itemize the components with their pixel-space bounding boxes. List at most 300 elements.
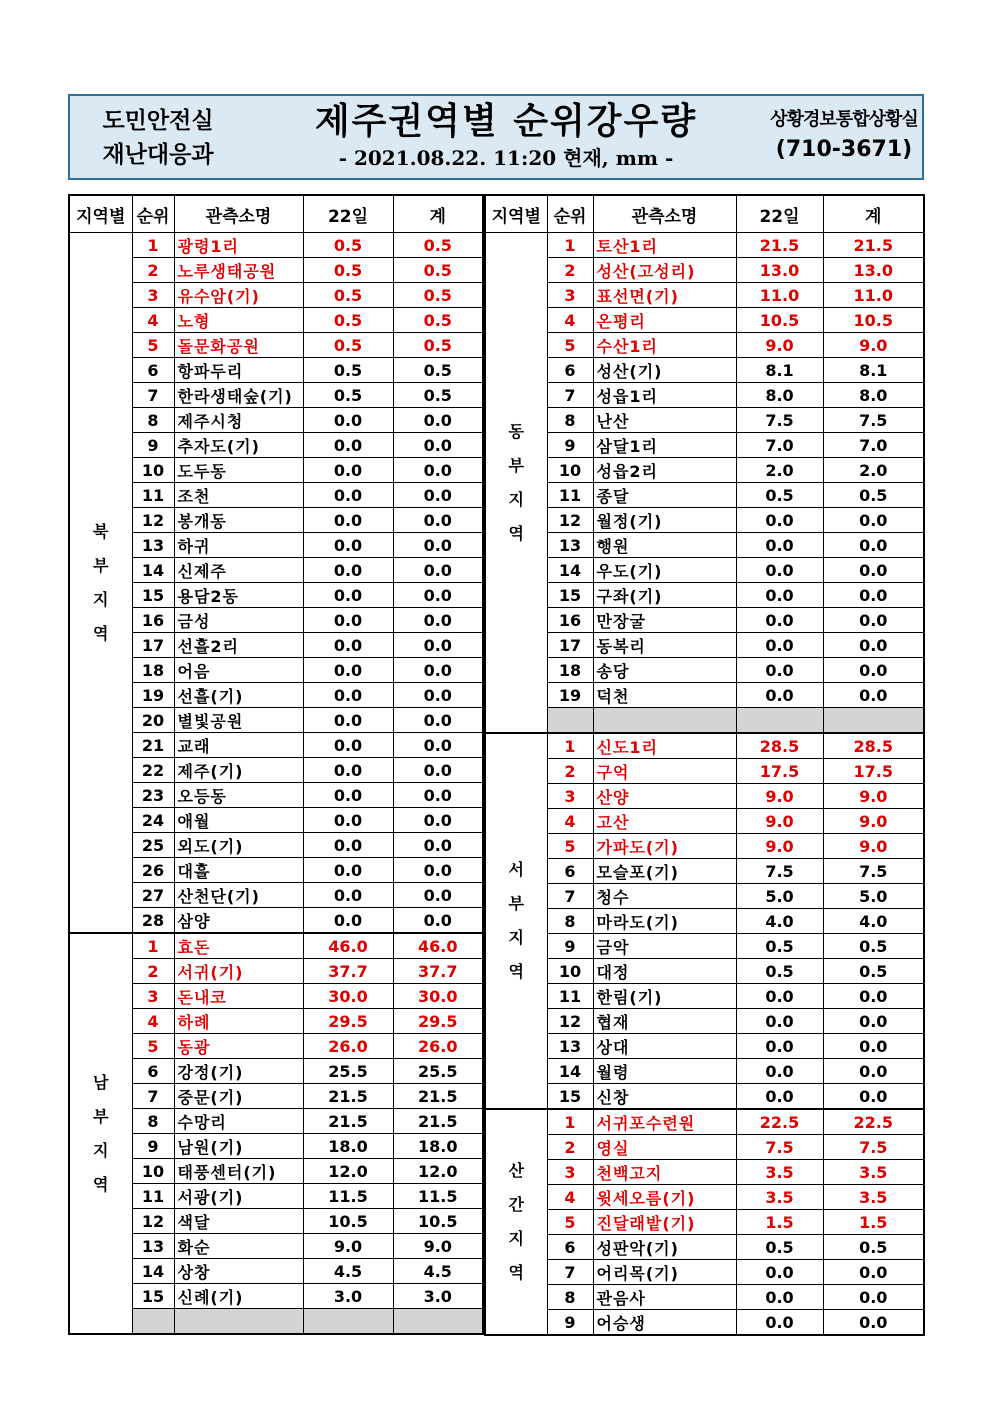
total-rain-cell: 0.0 <box>823 683 924 708</box>
total-rain-cell: 17.5 <box>823 759 924 784</box>
rank-cell: 12 <box>132 508 174 533</box>
total-rain-cell: 0.0 <box>823 1260 924 1285</box>
table-row <box>69 583 483 608</box>
day-rain-cell: 0.0 <box>303 433 393 458</box>
filler-cell <box>736 708 823 734</box>
rank-cell: 6 <box>547 358 593 383</box>
rank-cell: 4 <box>132 1009 174 1034</box>
station-cell: 강정(기) <box>174 1059 303 1084</box>
col-rank: 순위 <box>547 195 593 233</box>
total-rain-cell: 0.5 <box>823 934 924 959</box>
rank-cell: 2 <box>132 258 174 283</box>
total-rain-cell: 13.0 <box>823 258 924 283</box>
station-cell: 수산1리 <box>593 333 736 358</box>
day-rain-cell: 9.0 <box>736 784 823 809</box>
station-cell: 삼양 <box>174 908 303 934</box>
table-row <box>485 1210 924 1235</box>
rank-cell: 8 <box>132 1109 174 1134</box>
day-rain-cell: 0.0 <box>303 683 393 708</box>
station-cell: 성읍1리 <box>593 383 736 408</box>
station-cell: 하귀 <box>174 533 303 558</box>
total-rain-cell: 10.5 <box>393 1209 483 1234</box>
table-row <box>485 984 924 1009</box>
table-row <box>485 759 924 784</box>
rank-cell: 9 <box>547 1310 593 1336</box>
table-row <box>69 558 483 583</box>
table-row <box>485 258 924 283</box>
filler-cell <box>393 1309 483 1335</box>
station-cell: 오등동 <box>174 783 303 808</box>
total-rain-cell: 0.0 <box>393 908 483 934</box>
rank-cell: 20 <box>132 708 174 733</box>
station-cell: 교래 <box>174 733 303 758</box>
day-rain-cell: 0.5 <box>303 308 393 333</box>
rank-cell: 10 <box>132 1159 174 1184</box>
station-cell: 대흘 <box>174 858 303 883</box>
rank-cell: 6 <box>547 859 593 884</box>
total-rain-cell: 0.5 <box>823 1235 924 1260</box>
day-rain-cell: 8.0 <box>736 383 823 408</box>
rank-cell: 9 <box>132 1134 174 1159</box>
total-rain-cell: 5.0 <box>823 884 924 909</box>
day-rain-cell: 0.0 <box>736 1285 823 1310</box>
total-rain-cell: 0.0 <box>823 658 924 683</box>
region-label: 남 부 지 역 <box>69 933 132 1334</box>
table-row <box>69 383 483 408</box>
rank-cell: 8 <box>547 408 593 433</box>
total-rain-cell: 0.0 <box>823 1084 924 1110</box>
station-cell: 모슬포(기) <box>593 859 736 884</box>
total-rain-cell: 0.0 <box>823 533 924 558</box>
station-cell: 고산 <box>593 809 736 834</box>
station-cell: 추자도(기) <box>174 433 303 458</box>
station-cell: 송당 <box>593 658 736 683</box>
table-row <box>485 633 924 658</box>
day-rain-cell: 4.5 <box>303 1259 393 1284</box>
table-row <box>485 1009 924 1034</box>
day-rain-cell: 0.0 <box>303 908 393 934</box>
rank-cell: 1 <box>547 233 593 258</box>
rainfall-table-right <box>484 194 925 1336</box>
station-cell: 산양 <box>593 784 736 809</box>
contact-office: 상황경보통합상황실 <box>770 109 918 130</box>
total-rain-cell: 0.0 <box>393 833 483 858</box>
table-row <box>485 884 924 909</box>
table-row <box>485 1034 924 1059</box>
rank-cell: 10 <box>547 959 593 984</box>
rank-cell: 23 <box>132 783 174 808</box>
day-rain-cell: 0.5 <box>303 383 393 408</box>
region-label: 서 부 지 역 <box>485 733 547 1109</box>
station-cell: 동복리 <box>593 633 736 658</box>
day-rain-cell: 0.0 <box>736 1260 823 1285</box>
station-cell: 삼달1리 <box>593 433 736 458</box>
day-rain-cell: 7.5 <box>736 1135 823 1160</box>
rainfall-table-left <box>68 194 484 1335</box>
total-rain-cell: 8.0 <box>823 383 924 408</box>
station-cell: 신도1리 <box>593 733 736 759</box>
page-title: 제주권역별 순위강우량 <box>314 101 698 142</box>
day-rain-cell: 0.0 <box>736 508 823 533</box>
total-rain-cell: 4.0 <box>823 909 924 934</box>
station-cell: 돌문화공원 <box>174 333 303 358</box>
total-rain-cell: 0.0 <box>823 1059 924 1084</box>
rank-cell: 1 <box>547 1109 593 1135</box>
day-rain-cell: 0.5 <box>303 333 393 358</box>
station-cell: 청수 <box>593 884 736 909</box>
rank-cell: 13 <box>132 533 174 558</box>
day-rain-cell: 22.5 <box>736 1109 823 1135</box>
table-row <box>485 1285 924 1310</box>
day-rain-cell: 5.0 <box>736 884 823 909</box>
station-cell: 신창 <box>593 1084 736 1110</box>
total-rain-cell: 30.0 <box>393 984 483 1009</box>
day-rain-cell: 0.0 <box>303 833 393 858</box>
station-cell: 금성 <box>174 608 303 633</box>
col-region: 지역별 <box>485 195 547 233</box>
day-rain-cell: 12.0 <box>303 1159 393 1184</box>
table-row <box>485 558 924 583</box>
station-cell: 월령 <box>593 1059 736 1084</box>
station-cell: 동광 <box>174 1034 303 1059</box>
total-rain-cell: 0.5 <box>823 959 924 984</box>
col-total: 계 <box>393 195 483 233</box>
day-rain-cell: 18.0 <box>303 1134 393 1159</box>
total-rain-cell: 0.5 <box>393 383 483 408</box>
table-row <box>69 233 483 258</box>
table-header-row <box>69 195 483 233</box>
day-rain-cell: 10.5 <box>303 1209 393 1234</box>
rank-cell: 11 <box>132 1184 174 1209</box>
table-row <box>69 458 483 483</box>
rank-cell: 7 <box>132 1084 174 1109</box>
station-cell: 조천 <box>174 483 303 508</box>
rank-cell: 3 <box>547 283 593 308</box>
total-rain-cell: 0.0 <box>823 633 924 658</box>
station-cell: 난산 <box>593 408 736 433</box>
day-rain-cell: 21.5 <box>736 233 823 258</box>
total-rain-cell: 0.0 <box>823 583 924 608</box>
table-row <box>69 333 483 358</box>
rank-cell: 6 <box>132 1059 174 1084</box>
station-cell: 표선면(기) <box>593 283 736 308</box>
station-cell: 노형 <box>174 308 303 333</box>
total-rain-cell: 0.0 <box>823 1034 924 1059</box>
day-rain-cell: 0.0 <box>303 883 393 908</box>
day-rain-cell: 0.0 <box>303 508 393 533</box>
total-rain-cell: 9.0 <box>823 784 924 809</box>
table-row <box>485 1135 924 1160</box>
table-row <box>485 809 924 834</box>
day-rain-cell: 0.0 <box>303 858 393 883</box>
total-rain-cell: 0.0 <box>393 758 483 783</box>
total-rain-cell: 12.0 <box>393 1159 483 1184</box>
total-rain-cell: 9.0 <box>823 834 924 859</box>
rank-cell: 2 <box>132 959 174 984</box>
total-rain-cell: 0.0 <box>393 608 483 633</box>
rank-cell: 13 <box>547 1034 593 1059</box>
total-rain-cell: 26.0 <box>393 1034 483 1059</box>
day-rain-cell: 0.5 <box>736 483 823 508</box>
rank-cell: 4 <box>547 809 593 834</box>
day-rain-cell: 9.0 <box>303 1234 393 1259</box>
table-row <box>485 658 924 683</box>
table-row <box>485 909 924 934</box>
contact-block <box>764 96 924 178</box>
total-rain-cell: 0.0 <box>823 1009 924 1034</box>
total-rain-cell: 0.0 <box>393 408 483 433</box>
station-cell: 제주시청 <box>174 408 303 433</box>
table-row <box>485 733 924 759</box>
col-day: 22일 <box>736 195 823 233</box>
table-row <box>69 984 483 1009</box>
day-rain-cell: 0.5 <box>303 358 393 383</box>
day-rain-cell: 26.0 <box>303 1034 393 1059</box>
day-rain-cell: 0.0 <box>303 558 393 583</box>
table-row <box>485 508 924 533</box>
table-row <box>69 858 483 883</box>
table-row <box>69 733 483 758</box>
station-cell: 월정(기) <box>593 508 736 533</box>
station-cell: 신제주 <box>174 558 303 583</box>
day-rain-cell: 0.0 <box>303 633 393 658</box>
rank-cell: 5 <box>132 333 174 358</box>
station-cell: 진달래밭(기) <box>593 1210 736 1235</box>
total-rain-cell: 0.5 <box>393 258 483 283</box>
day-rain-cell: 8.1 <box>736 358 823 383</box>
rank-cell: 6 <box>547 1235 593 1260</box>
total-rain-cell: 1.5 <box>823 1210 924 1235</box>
day-rain-cell: 0.0 <box>736 1059 823 1084</box>
rank-cell: 13 <box>547 533 593 558</box>
station-cell: 만장굴 <box>593 608 736 633</box>
station-cell: 애월 <box>174 808 303 833</box>
table-row <box>485 358 924 383</box>
filler-row <box>485 708 924 734</box>
day-rain-cell: 11.0 <box>736 283 823 308</box>
total-rain-cell: 8.1 <box>823 358 924 383</box>
station-cell: 효돈 <box>174 933 303 959</box>
day-rain-cell: 29.5 <box>303 1009 393 1034</box>
page-subtitle: - 2021.08.22. 11:20 현재, mm - <box>338 146 674 170</box>
table-row <box>485 608 924 633</box>
day-rain-cell: 3.5 <box>736 1185 823 1210</box>
day-rain-cell: 0.0 <box>303 658 393 683</box>
table-row <box>69 283 483 308</box>
table-row <box>485 683 924 708</box>
total-rain-cell: 0.0 <box>823 558 924 583</box>
rank-cell: 7 <box>132 383 174 408</box>
day-rain-cell: 0.5 <box>736 959 823 984</box>
total-rain-cell: 0.0 <box>393 858 483 883</box>
rank-cell: 5 <box>132 1034 174 1059</box>
day-rain-cell: 0.5 <box>303 283 393 308</box>
col-station: 관측소명 <box>174 195 303 233</box>
day-rain-cell: 0.0 <box>736 1034 823 1059</box>
day-rain-cell: 0.5 <box>303 258 393 283</box>
day-rain-cell: 1.5 <box>736 1210 823 1235</box>
rank-cell: 4 <box>547 1185 593 1210</box>
day-rain-cell: 0.0 <box>303 458 393 483</box>
rank-cell: 12 <box>132 1209 174 1234</box>
total-rain-cell: 0.5 <box>393 283 483 308</box>
station-cell: 종달 <box>593 483 736 508</box>
rank-cell: 9 <box>547 934 593 959</box>
station-cell: 선흘(기) <box>174 683 303 708</box>
total-rain-cell: 22.5 <box>823 1109 924 1135</box>
day-rain-cell: 0.0 <box>736 683 823 708</box>
day-rain-cell: 9.0 <box>736 834 823 859</box>
rank-cell: 11 <box>547 483 593 508</box>
table-row <box>485 433 924 458</box>
day-rain-cell: 0.0 <box>303 483 393 508</box>
total-rain-cell: 0.0 <box>823 1310 924 1336</box>
rank-cell: 15 <box>547 583 593 608</box>
total-rain-cell: 3.0 <box>393 1284 483 1309</box>
table-row <box>69 1159 483 1184</box>
table-row <box>69 1109 483 1134</box>
rank-cell: 5 <box>547 834 593 859</box>
filler-cell <box>547 708 593 734</box>
rank-cell: 19 <box>547 683 593 708</box>
total-rain-cell: 0.0 <box>823 608 924 633</box>
rank-cell: 17 <box>547 633 593 658</box>
station-cell: 용담2동 <box>174 583 303 608</box>
total-rain-cell: 46.0 <box>393 933 483 959</box>
day-rain-cell: 9.0 <box>736 333 823 358</box>
rank-cell: 10 <box>132 458 174 483</box>
total-rain-cell: 9.0 <box>823 809 924 834</box>
rank-cell: 2 <box>547 258 593 283</box>
station-cell: 어승생 <box>593 1310 736 1336</box>
station-cell: 서광(기) <box>174 1184 303 1209</box>
table-row <box>485 959 924 984</box>
total-rain-cell: 0.5 <box>823 483 924 508</box>
table-row <box>485 834 924 859</box>
station-cell: 도두동 <box>174 458 303 483</box>
table-row <box>69 533 483 558</box>
table-row <box>69 1259 483 1284</box>
day-rain-cell: 25.5 <box>303 1059 393 1084</box>
day-rain-cell: 0.0 <box>736 1009 823 1034</box>
total-rain-cell: 11.0 <box>823 283 924 308</box>
day-rain-cell: 9.0 <box>736 809 823 834</box>
total-rain-cell: 0.0 <box>393 733 483 758</box>
total-rain-cell: 0.0 <box>393 708 483 733</box>
table-row <box>485 283 924 308</box>
day-rain-cell: 0.0 <box>303 408 393 433</box>
rank-cell: 8 <box>547 1285 593 1310</box>
table-row <box>69 1284 483 1309</box>
station-cell: 금악 <box>593 934 736 959</box>
total-rain-cell: 29.5 <box>393 1009 483 1034</box>
table-row <box>69 833 483 858</box>
station-cell: 어음 <box>174 658 303 683</box>
rank-cell: 2 <box>547 1135 593 1160</box>
total-rain-cell: 21.5 <box>393 1109 483 1134</box>
day-rain-cell: 0.0 <box>736 984 823 1009</box>
rank-cell: 28 <box>132 908 174 934</box>
day-rain-cell: 0.5 <box>736 1235 823 1260</box>
day-rain-cell: 11.5 <box>303 1184 393 1209</box>
day-rain-cell: 7.5 <box>736 859 823 884</box>
total-rain-cell: 7.5 <box>823 408 924 433</box>
station-cell: 서귀포수련원 <box>593 1109 736 1135</box>
department-block <box>70 96 246 178</box>
day-rain-cell: 21.5 <box>303 1109 393 1134</box>
day-rain-cell: 2.0 <box>736 458 823 483</box>
total-rain-cell: 10.5 <box>823 308 924 333</box>
station-cell: 관음사 <box>593 1285 736 1310</box>
table-row <box>69 608 483 633</box>
table-row <box>69 408 483 433</box>
day-rain-cell: 0.0 <box>303 758 393 783</box>
filler-cell <box>174 1309 303 1335</box>
rank-cell: 8 <box>547 909 593 934</box>
filler-cell <box>132 1309 174 1335</box>
day-rain-cell: 7.0 <box>736 433 823 458</box>
rank-cell: 21 <box>132 733 174 758</box>
col-region: 지역별 <box>69 195 132 233</box>
station-cell: 신례(기) <box>174 1284 303 1309</box>
station-cell: 가파도(기) <box>593 834 736 859</box>
table-row <box>69 708 483 733</box>
rank-cell: 15 <box>132 1284 174 1309</box>
total-rain-cell: 3.5 <box>823 1185 924 1210</box>
col-total: 계 <box>823 195 924 233</box>
day-rain-cell: 0.0 <box>736 583 823 608</box>
rank-cell: 9 <box>547 433 593 458</box>
rank-cell: 11 <box>132 483 174 508</box>
station-cell: 선흘2리 <box>174 633 303 658</box>
rank-cell: 5 <box>547 333 593 358</box>
col-rank: 순위 <box>132 195 174 233</box>
day-rain-cell: 0.5 <box>303 233 393 258</box>
table-row <box>485 1310 924 1336</box>
day-rain-cell: 4.0 <box>736 909 823 934</box>
station-cell: 유수암(기) <box>174 283 303 308</box>
total-rain-cell: 0.5 <box>393 308 483 333</box>
table-row <box>485 1059 924 1084</box>
rank-cell: 2 <box>547 759 593 784</box>
rank-cell: 4 <box>547 308 593 333</box>
total-rain-cell: 0.0 <box>393 583 483 608</box>
table-row <box>69 959 483 984</box>
station-cell: 온평리 <box>593 308 736 333</box>
total-rain-cell: 0.0 <box>393 508 483 533</box>
total-rain-cell: 21.5 <box>393 1084 483 1109</box>
rank-cell: 26 <box>132 858 174 883</box>
table-row <box>69 433 483 458</box>
total-rain-cell: 9.0 <box>393 1234 483 1259</box>
total-rain-cell: 0.0 <box>393 883 483 908</box>
col-station: 관측소명 <box>593 195 736 233</box>
table-row <box>485 934 924 959</box>
table-row <box>69 258 483 283</box>
station-cell: 어리목(기) <box>593 1260 736 1285</box>
station-cell: 광령1리 <box>174 233 303 258</box>
station-cell: 대정 <box>593 959 736 984</box>
total-rain-cell: 28.5 <box>823 733 924 759</box>
rank-cell: 25 <box>132 833 174 858</box>
station-cell: 성산(고성리) <box>593 258 736 283</box>
station-cell: 수망리 <box>174 1109 303 1134</box>
table-row <box>69 908 483 934</box>
total-rain-cell: 18.0 <box>393 1134 483 1159</box>
table-row <box>485 383 924 408</box>
total-rain-cell: 21.5 <box>823 233 924 258</box>
station-cell: 한림(기) <box>593 984 736 1009</box>
